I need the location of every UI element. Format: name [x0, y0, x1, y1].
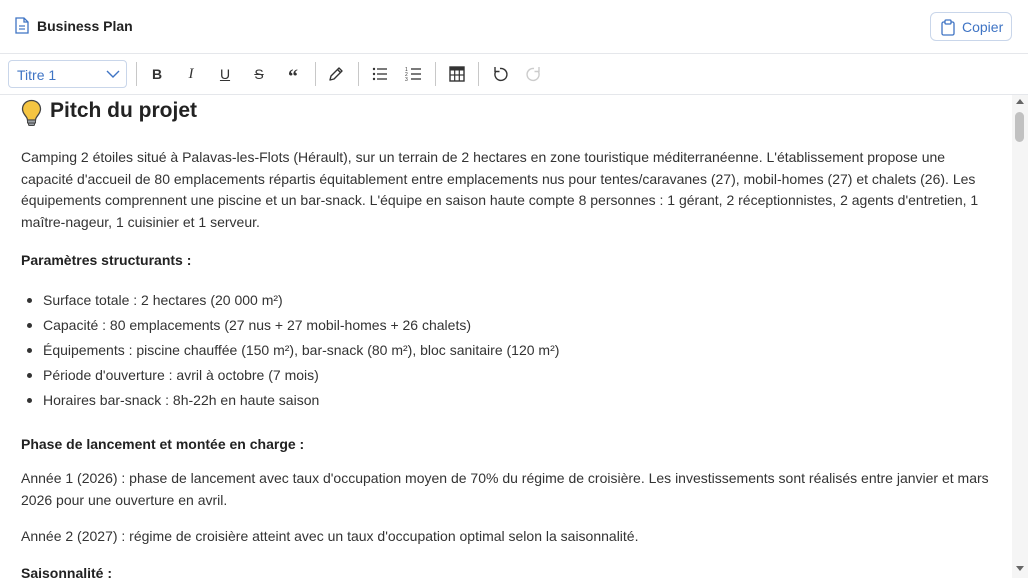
- list-item: Période d'ouverture : avril à octobre (7 mois): [21, 365, 559, 390]
- year2-paragraph: Année 2 (2027) : régime de croisière atteint avec un taux d'occupation optimal selon la saisonnalité.: [21, 528, 639, 544]
- year1-paragraph: Année 1 (2026) : phase de lancement avec taux d'occupation moyen de 70% du régime de croisière. Les investissements sont réalisés entre janvier et mars 2026 pour une ouverture en avril.: [21, 470, 989, 508]
- toolbar-divider: [315, 62, 316, 86]
- svg-text:3: 3: [405, 77, 408, 83]
- season-title: Saisonnalité :: [21, 565, 113, 578]
- numbered-list-button[interactable]: [403, 63, 425, 85]
- toolbar-divider: [478, 62, 479, 86]
- redo-button[interactable]: [523, 63, 545, 85]
- pen-icon: [327, 65, 345, 83]
- formatting-toolbar: [0, 54, 1028, 95]
- toolbar-divider: [358, 62, 359, 86]
- intro-paragraph: Camping 2 étoiles situé à Palavas-les-Flots (Hérault), sur un terrain de 2 hectares en zone touristique méditerranéenne. L'établissement propose une capacité d'accueil de 80 emplacements répartis équitablement entre emplacements nus pour tentes/caravanes (27), mobil-homes (27) et chalets (26). Les équipements comprennent une piscine et un bar-snack. L'équipe en saison haute compte 8 personnes : 1 gérant, 2 réceptionnistes, 2 agents d'entretien, 1 maître-nageur, 1 cuisinier et 1 serveur.: [21, 149, 979, 230]
- list-item: Horaires bar-snack : 8h-22h en haute saison: [21, 390, 559, 415]
- toolbar-divider: [435, 62, 436, 86]
- copy-button[interactable]: [930, 12, 1012, 41]
- blockquote-button[interactable]: “: [288, 66, 298, 88]
- highlight-button[interactable]: [325, 63, 347, 85]
- underline-button[interactable]: U: [219, 66, 231, 82]
- italic-button[interactable]: I: [188, 65, 194, 82]
- insert-table-button[interactable]: [446, 63, 468, 85]
- strikethrough-button[interactable]: S: [254, 66, 264, 82]
- table-icon: [448, 65, 466, 83]
- scroll-up-arrow-icon[interactable]: [1016, 99, 1024, 104]
- redo-icon: [525, 65, 543, 83]
- copy-button-label: Copier: [962, 19, 1004, 35]
- clipboard-icon: [941, 19, 955, 36]
- bullet-list-button[interactable]: [369, 63, 391, 85]
- section-heading: Pitch du projet: [50, 99, 197, 122]
- params-title: Paramètres structurants :: [21, 252, 192, 268]
- editor-header: [0, 0, 1028, 54]
- chevron-down-icon: [106, 69, 120, 79]
- undo-button[interactable]: [489, 63, 511, 85]
- numbered-list-icon: [405, 65, 423, 83]
- scroll-down-arrow-icon[interactable]: [1016, 566, 1024, 571]
- params-list: [21, 290, 559, 415]
- undo-icon: [491, 65, 509, 83]
- vertical-scrollbar[interactable]: [1012, 95, 1028, 578]
- list-item: Capacité : 80 emplacements (27 nus + 27 mobil-homes + 26 chalets): [21, 315, 559, 340]
- list-item: Équipements : piscine chauffée (150 m²), bar-snack (80 m²), bloc sanitaire (120 m²): [21, 340, 559, 365]
- list-item: Surface totale : 2 hectares (20 000 m²): [21, 290, 559, 315]
- launch-title: Phase de lancement et montée en charge :: [21, 436, 305, 452]
- document-title: Business Plan: [37, 18, 133, 34]
- lightbulb-icon: [21, 99, 42, 127]
- document-body[interactable]: [0, 95, 1012, 578]
- scrollbar-thumb[interactable]: [1015, 112, 1024, 142]
- heading-level-value: Titre 1: [17, 67, 57, 83]
- bullet-list-icon: [371, 65, 389, 83]
- toolbar-divider: [136, 62, 137, 86]
- heading-level-select[interactable]: [8, 60, 127, 88]
- document-icon: [15, 17, 29, 34]
- bold-button[interactable]: B: [151, 66, 163, 82]
- svg-text:2: 2: [405, 72, 408, 78]
- svg-text:1: 1: [405, 67, 408, 73]
